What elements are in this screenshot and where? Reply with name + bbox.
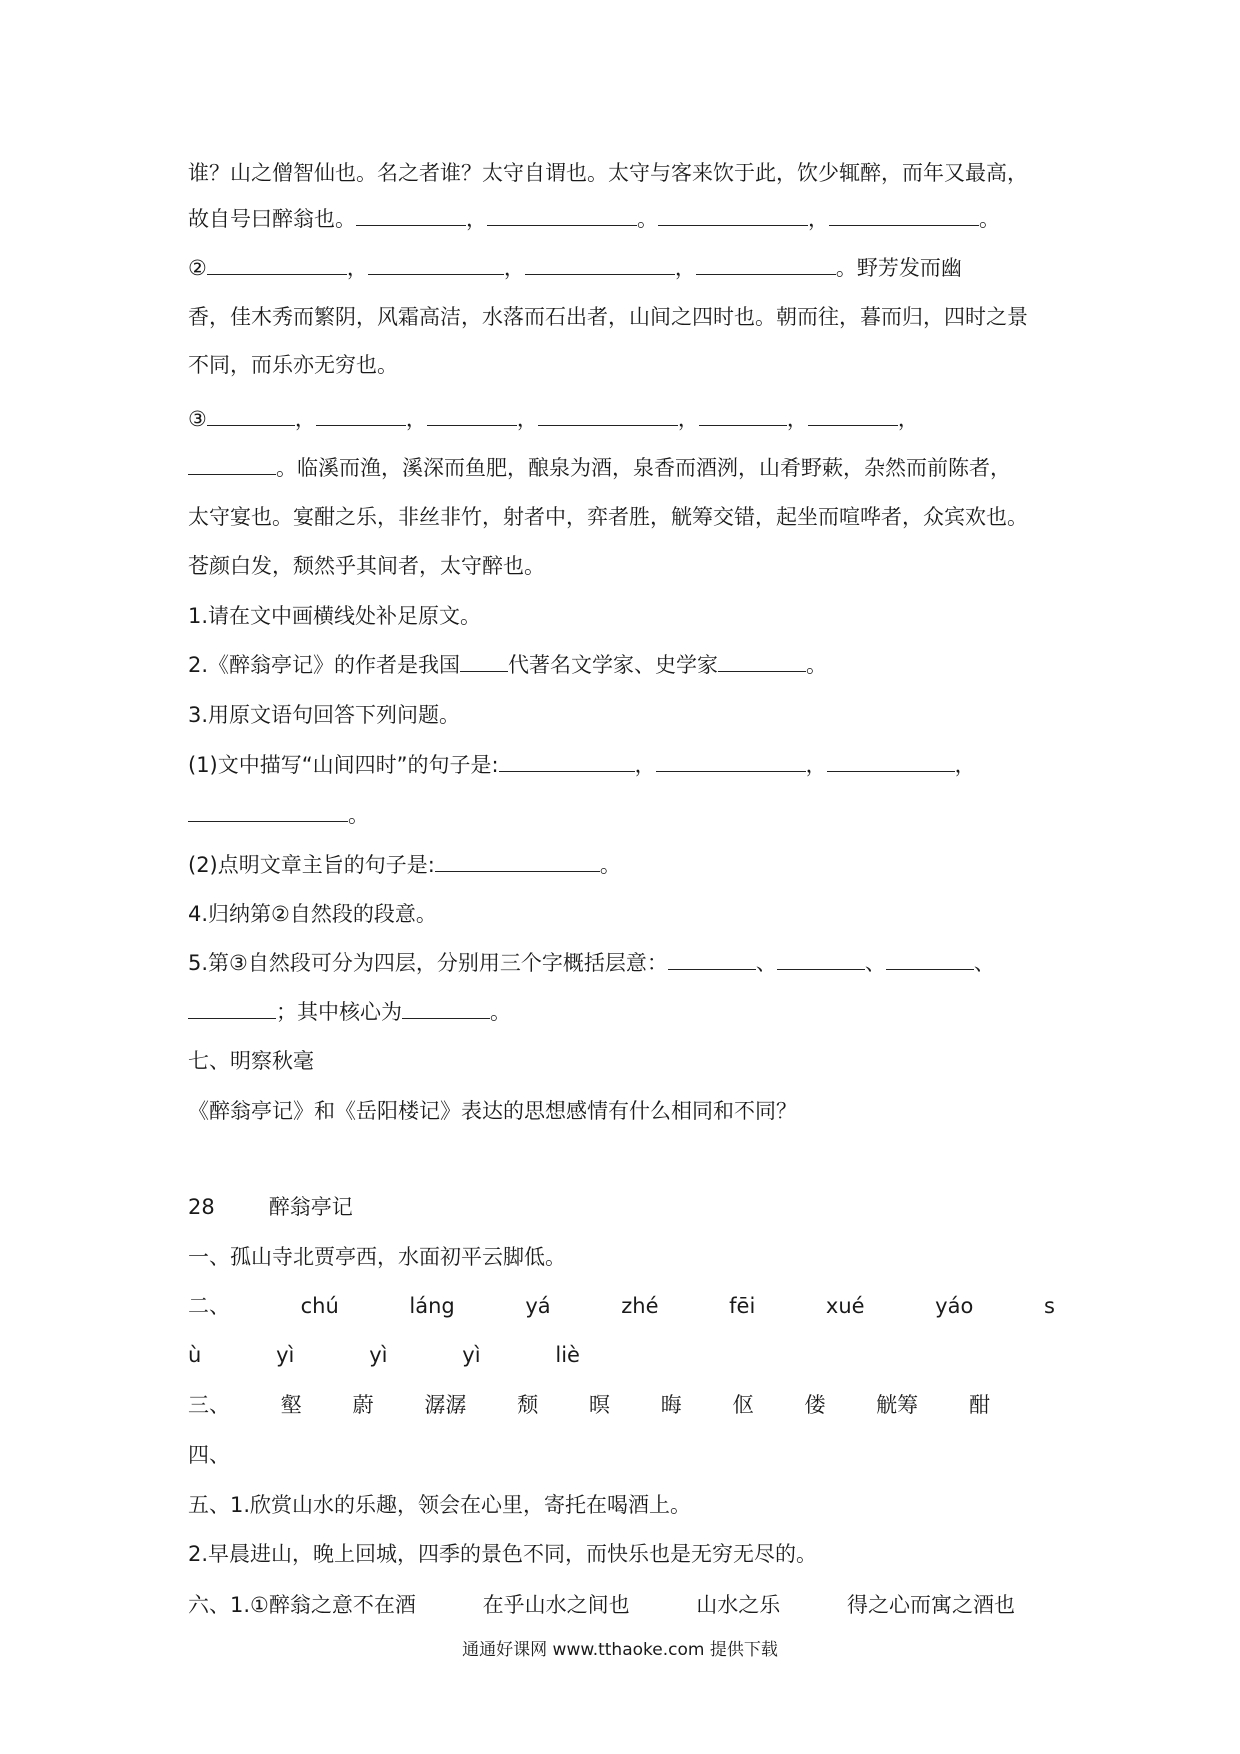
answer-1: [188, 1242, 1060, 1272]
passage-line: [188, 453, 1060, 483]
answer-label: 二、: [188, 1294, 230, 1318]
pinyin: fēi: [729, 1294, 756, 1318]
punctuation: 。: [979, 207, 1000, 231]
answer-heading: [188, 1192, 1060, 1222]
punctuation: ，: [674, 256, 696, 280]
pinyin: s: [1043, 1294, 1055, 1318]
answer-word: 觥筹: [876, 1393, 919, 1417]
section-7-title: [188, 1046, 1060, 1076]
punctuation: ，: [954, 753, 976, 777]
question-3-1-cont: [188, 800, 1060, 830]
answer-word: 晦: [660, 1393, 682, 1417]
fill-blank[interactable]: [696, 254, 836, 275]
punctuation: ，: [786, 407, 808, 431]
passage-line: [188, 404, 1060, 434]
passage-text: 故自号曰醉翁也。: [188, 207, 356, 231]
passage-text: 太守宴也。宴酣之乐，非丝非竹，射者中，弈者胜，觥筹交错，起坐而喧哗者，众宾欢也。: [188, 505, 1028, 529]
fill-blank[interactable]: [316, 405, 406, 426]
answer-2-row-2: [188, 1340, 580, 1370]
pinyin: ù: [188, 1343, 202, 1367]
pinyin: yì: [276, 1343, 295, 1367]
fill-blank[interactable]: [808, 405, 898, 426]
question-text: ；其中核心为: [276, 1000, 402, 1024]
punctuation: ，: [466, 207, 487, 231]
punctuation: ，: [808, 207, 829, 231]
passage-line: [188, 551, 1060, 581]
lesson-title: 醉翁亭记: [268, 1195, 353, 1219]
answer-phrase: 在乎山水之间也: [482, 1593, 630, 1617]
question-text: 2.《醉翁亭记》的作者是我国: [188, 653, 461, 677]
answer-word: 潺潺: [424, 1393, 467, 1417]
punctuation: 。: [490, 1000, 511, 1024]
passage-text: 不同，而乐亦无穷也。: [188, 353, 398, 377]
question-5: [188, 948, 1060, 978]
fill-blank[interactable]: [435, 851, 600, 872]
question-text: (2)点明文章主旨的句子是:: [188, 853, 435, 877]
question-2: [188, 650, 1060, 680]
answer-5-1: [188, 1490, 1060, 1520]
pinyin: liè: [555, 1343, 580, 1367]
question-1: [188, 601, 1060, 631]
fill-blank[interactable]: [460, 651, 508, 672]
question-3: [188, 700, 1060, 730]
fill-blank[interactable]: [718, 651, 806, 672]
passage-line: [188, 158, 1060, 188]
fill-blank[interactable]: [188, 454, 276, 475]
punctuation: ，: [897, 407, 919, 431]
fill-blank[interactable]: [538, 405, 678, 426]
fill-blank[interactable]: [886, 949, 974, 970]
punctuation: ，: [634, 753, 656, 777]
pinyin: xué: [825, 1294, 865, 1318]
answer-word: 蔚: [352, 1393, 374, 1417]
paragraph-mark: ②: [188, 256, 207, 280]
punctuation: 、: [755, 951, 777, 975]
page-footer: 通通好课网 www.tthaoke.com 提供下载: [462, 1640, 778, 1660]
passage-line: [188, 350, 1060, 380]
answer-word: 暝: [588, 1393, 610, 1417]
answer-2-row-1: [188, 1291, 1055, 1321]
fill-blank[interactable]: [207, 405, 295, 426]
passage-line: [188, 204, 1060, 234]
answer-text: 2.早晨进山，晚上回城，四季的景色不同，而快乐也是无穷无尽的。: [188, 1542, 818, 1566]
pinyin: láng: [409, 1294, 455, 1318]
punctuation: ，: [516, 407, 538, 431]
pinyin: zhé: [621, 1294, 659, 1318]
answer-word: 偻: [804, 1393, 826, 1417]
answer-text: 一、孤山寺北贾亭西，水面初平云脚低。: [188, 1245, 566, 1269]
question-text: 1.请在文中画横线处补足原文。: [188, 604, 482, 628]
passage-line: [188, 253, 1060, 283]
paragraph-mark: ③: [188, 407, 207, 431]
answer-label: 四、: [188, 1443, 230, 1467]
fill-blank[interactable]: [668, 949, 756, 970]
punctuation: ，: [805, 753, 827, 777]
punctuation: ，: [503, 256, 525, 280]
lesson-number: 28: [188, 1195, 215, 1219]
punctuation: 、: [973, 951, 995, 975]
punctuation: ，: [294, 407, 316, 431]
fill-blank[interactable]: [487, 205, 637, 226]
passage-text: 。野芳发而幽: [835, 256, 962, 280]
passage-text: 苍颜白发，颓然乎其间者，太守醉也。: [188, 554, 545, 578]
passage-line: [188, 502, 1060, 532]
fill-blank[interactable]: [658, 205, 808, 226]
fill-blank[interactable]: [499, 751, 635, 772]
pinyin: yáo: [935, 1294, 974, 1318]
fill-blank[interactable]: [777, 949, 865, 970]
question-text: (1)文中描写“山间四时”的句子是:: [188, 753, 499, 777]
fill-blank[interactable]: [207, 254, 347, 275]
fill-blank[interactable]: [699, 405, 787, 426]
answer-phrase: 得之心而寓之酒也: [846, 1593, 1015, 1617]
section-heading: 七、明察秋毫: [188, 1049, 314, 1073]
answer-word: 颓: [517, 1393, 539, 1417]
fill-blank[interactable]: [188, 998, 276, 1019]
fill-blank[interactable]: [356, 205, 466, 226]
answer-phrase: 醉翁之意不在酒: [268, 1593, 416, 1617]
section-7-question: [188, 1096, 1060, 1126]
answer-3: [188, 1390, 990, 1420]
passage-line: [188, 302, 1060, 332]
passage-text: 谁？山之僧智仙也。名之者谁？太守自谓也。太守与客来饮于此，饮少辄醉，而年又最高，: [188, 161, 1028, 185]
punctuation: 。: [348, 803, 369, 827]
pinyin: yì: [462, 1343, 481, 1367]
question-3-1: [188, 750, 1060, 780]
question-text: 3.用原文语句回答下列问题。: [188, 703, 461, 727]
answer-6: [188, 1590, 1015, 1620]
answer-word: 酣: [968, 1393, 990, 1417]
passage-text: 。临溪而渔，溪深而鱼肥，酿泉为酒，泉香而酒洌，山肴野蔌，杂然而前陈者，: [276, 456, 1011, 480]
fill-blank[interactable]: [427, 405, 517, 426]
question-text: 5.第③自然段可分为四层，分别用三个字概括层意：: [188, 951, 668, 975]
fill-blank[interactable]: [402, 998, 490, 1019]
punctuation: ，: [346, 256, 368, 280]
question-4: [188, 899, 1060, 929]
passage-text: 香，佳木秀而繁阴，风霜高洁，水落而石出者，山间之四时也。朝而往，暮而归，四时之景: [188, 305, 1028, 329]
fill-blank[interactable]: [827, 751, 955, 772]
pinyin: yì: [369, 1343, 388, 1367]
pinyin: yá: [525, 1294, 551, 1318]
answer-word: 壑: [280, 1393, 302, 1417]
answer-4: [188, 1440, 1060, 1470]
punctuation: 。: [806, 653, 828, 677]
punctuation: ，: [405, 407, 427, 431]
punctuation: 、: [864, 951, 886, 975]
fill-blank[interactable]: [525, 254, 675, 275]
fill-blank[interactable]: [829, 205, 979, 226]
answer-label: 六、1.①: [188, 1593, 269, 1617]
fill-blank[interactable]: [368, 254, 504, 275]
answer-5-2: [188, 1539, 1060, 1569]
punctuation: 。: [599, 853, 621, 877]
question-3-2: [188, 850, 1060, 880]
answer-word: 伛: [732, 1393, 754, 1417]
question-text: 4.归纳第②自然段的段意。: [188, 902, 437, 926]
fill-blank[interactable]: [656, 751, 806, 772]
answer-label: 三、: [188, 1393, 230, 1417]
question-5-cont: [188, 997, 1060, 1027]
punctuation: 。: [637, 207, 658, 231]
question-text: 《醉翁亭记》和《岳阳楼记》表达的思想感情有什么相同和不同？: [188, 1099, 797, 1123]
punctuation: ，: [677, 407, 699, 431]
fill-blank[interactable]: [188, 801, 348, 822]
answer-phrase: 山水之乐: [696, 1593, 781, 1617]
answer-text: 五、1.欣赏山水的乐趣，领会在心里，寄托在喝酒上。: [188, 1493, 692, 1517]
question-text: 代著名文学家、史学家: [508, 653, 719, 677]
pinyin: chú: [300, 1294, 339, 1318]
